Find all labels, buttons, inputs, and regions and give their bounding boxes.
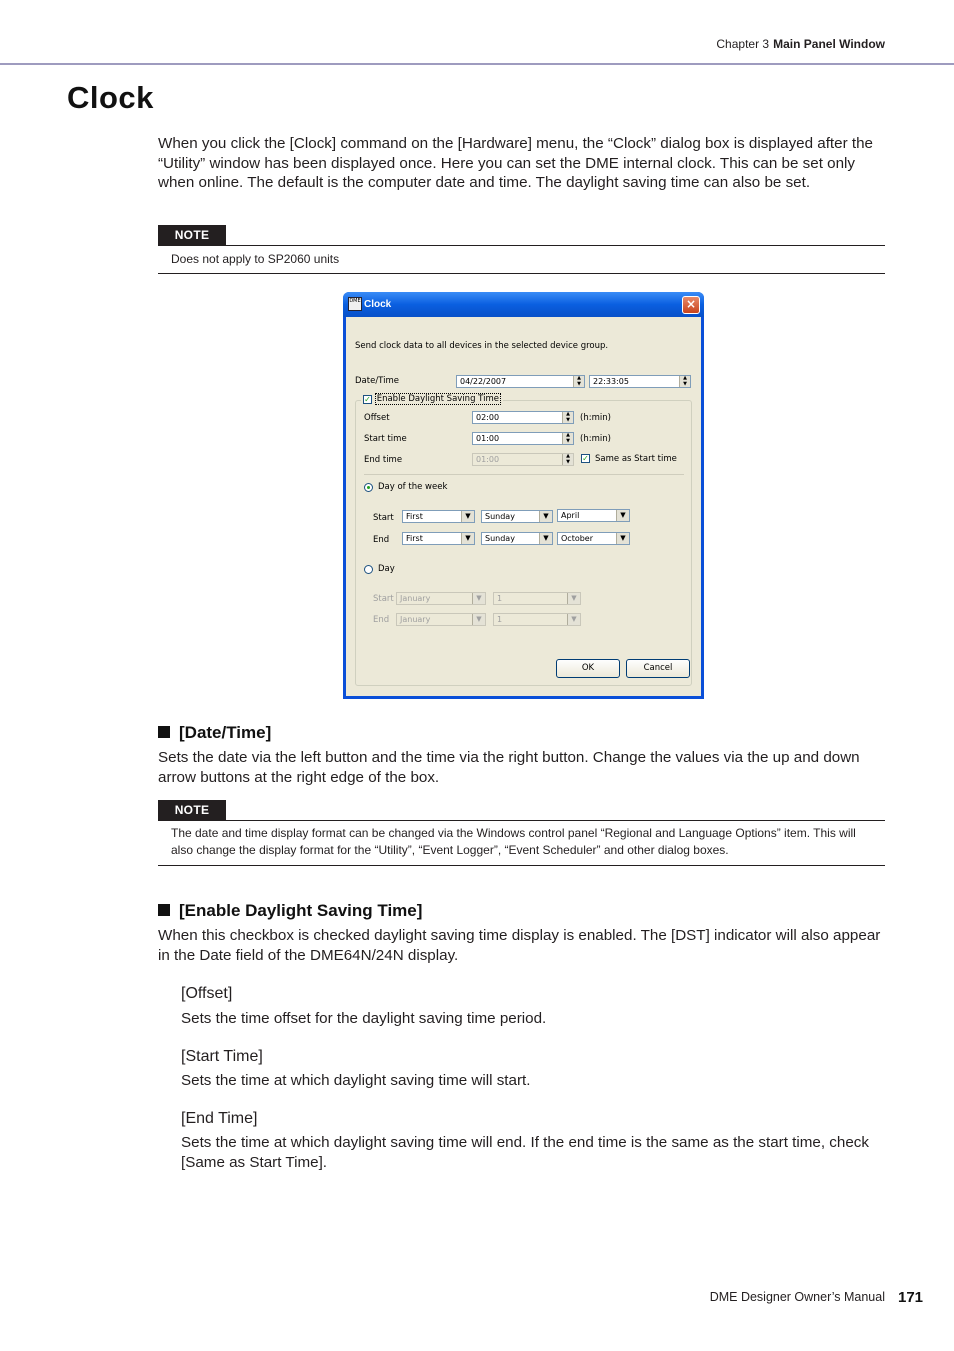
end-time-field (472, 453, 574, 466)
page-title: Clock (67, 80, 154, 115)
day-end-label: End (373, 615, 390, 625)
offset-unit: (h:min) (580, 413, 611, 423)
section-bullet (158, 904, 170, 916)
day-start-day-select (493, 592, 581, 605)
end-month-select[interactable] (557, 532, 630, 545)
start-weekday-value: Sunday (485, 512, 515, 521)
end-time-spin-icon: ▲ ▼ (562, 454, 573, 465)
chevron-down-icon: ▼ (472, 614, 485, 625)
date-field[interactable] (456, 375, 585, 388)
offset-text: Sets the time offset for the daylight saving time period. (181, 1010, 547, 1027)
day-start-label: Start (373, 594, 394, 604)
chapter-header (716, 37, 885, 51)
dow-start-label: Start (373, 513, 394, 523)
start-weekday-select[interactable] (481, 510, 553, 523)
start-time-value: 01:00 (476, 434, 500, 443)
enable-dst-label[interactable]: Enable Daylight Saving Time (376, 394, 499, 404)
date-value: 04/22/2007 (460, 377, 507, 386)
dialog-message: Send clock data to all devices in the selected device group. (355, 341, 609, 351)
chevron-down-icon[interactable]: ▼ (539, 533, 552, 544)
chevron-down-icon: ▼ (472, 593, 485, 604)
cancel-button[interactable]: Cancel (626, 659, 690, 678)
dialog-body (346, 317, 701, 696)
chapter-number: Chapter 3 (716, 37, 770, 51)
dst-text: When this checkbox is checked daylight saving time display is enabled. The [DST] indicator will also appear in the Date field of the DME64N/24N display. (158, 927, 881, 964)
start-time-field[interactable] (472, 432, 574, 445)
day-start-day-value: 1 (497, 594, 503, 603)
close-icon[interactable]: × (682, 296, 700, 314)
dow-end-label: End (373, 535, 390, 545)
manual-name: DME Designer Owner’s Manual (709, 1290, 885, 1304)
start-month-select[interactable] (557, 509, 630, 522)
end-month-value: October (561, 534, 594, 543)
day-end-day-select (493, 613, 581, 626)
day-start-month-value: January (400, 594, 431, 603)
note-text: Does not apply to SP2060 units (171, 252, 340, 266)
header-rule (0, 63, 954, 65)
day-start-month-select (396, 592, 486, 605)
end-week-select[interactable] (402, 532, 475, 545)
dst-heading-text: [Enable Daylight Saving Time] (179, 901, 423, 920)
day-of-week-label: Day of the week (378, 482, 448, 492)
chevron-down-icon[interactable]: ▼ (616, 510, 629, 521)
chevron-down-icon[interactable]: ▼ (461, 511, 474, 522)
chapter-title: Main Panel Window (773, 37, 885, 51)
chevron-down-icon: ▼ (567, 614, 580, 625)
end-week-value: First (406, 534, 423, 543)
day-end-month-select (396, 613, 486, 626)
chevron-down-icon[interactable]: ▼ (616, 533, 629, 544)
start-week-select[interactable] (402, 510, 475, 523)
chevron-down-icon[interactable]: ▼ (539, 511, 552, 522)
date-spin-icon[interactable]: ▲ ▼ (573, 376, 584, 387)
date-time-text: Sets the date via the left button and the time via the right button. Change the values via the up and down arrow buttons at the right edge of the box. (158, 749, 860, 786)
end-weekday-select[interactable] (481, 532, 553, 545)
chevron-down-icon: ▼ (567, 593, 580, 604)
offset-value: 02:00 (476, 413, 500, 422)
date-time-heading (158, 723, 271, 743)
day-label: Day (378, 564, 395, 574)
enable-dst-checkbox[interactable]: ✓ (364, 395, 371, 404)
end-time-label: End time (364, 455, 403, 465)
day-end-day-value: 1 (497, 615, 503, 624)
start-week-value: First (406, 512, 423, 521)
same-as-start-label: Same as Start time (595, 454, 677, 464)
ok-button[interactable]: OK (556, 659, 620, 678)
time-field[interactable] (589, 375, 691, 388)
start-time-spin-icon[interactable]: ▲ ▼ (562, 433, 573, 444)
note-box (158, 820, 885, 866)
offset-label: Offset (364, 413, 390, 423)
time-value: 22:33:05 (593, 377, 629, 386)
offset-heading: [Offset] (181, 985, 233, 1002)
time-spin-icon[interactable]: ▲ ▼ (679, 376, 690, 387)
start-time-label: Start time (364, 434, 407, 444)
dialog-title: Clock (364, 299, 392, 310)
end-weekday-value: Sunday (485, 534, 515, 543)
section-bullet (158, 726, 170, 738)
offset-field[interactable] (472, 411, 574, 424)
date-time-heading-text: [Date/Time] (179, 723, 272, 742)
app-icon: DME (348, 297, 362, 311)
clock-dialog (343, 292, 704, 699)
end-time-value: 01:00 (476, 455, 500, 464)
end-time-heading: [End Time] (181, 1110, 258, 1127)
same-as-start-checkbox[interactable]: ✓ (582, 454, 589, 463)
dst-heading (158, 901, 422, 921)
start-time-heading: [Start Time] (181, 1048, 263, 1065)
note-text: The date and time display format can be changed via the Windows control panel “Regional and Language Options” item. This will also change the display format for the “Utility”, “Event Logger”, “Event Scheduler” and other dialog boxes. (171, 826, 856, 857)
dst-group-legend (361, 394, 503, 404)
day-of-week-radio[interactable] (364, 483, 373, 492)
note-badge: NOTE (158, 800, 226, 820)
chevron-down-icon[interactable]: ▼ (461, 533, 474, 544)
date-time-label: Date/Time (355, 376, 399, 386)
note-box (158, 245, 885, 274)
offset-spin-icon[interactable]: ▲ ▼ (562, 412, 573, 423)
start-time-text: Sets the time at which daylight saving time will start. (181, 1072, 531, 1089)
end-time-text: Sets the time at which daylight saving time will end. If the end time is the same as the start time, check [Same as Start Time]. (181, 1134, 869, 1171)
page-number: 171 (898, 1289, 924, 1306)
note-badge: NOTE (158, 225, 226, 245)
day-end-month-value: January (400, 615, 431, 624)
day-radio[interactable] (364, 565, 373, 574)
dialog-titlebar (343, 292, 704, 317)
dst-separator (364, 474, 684, 475)
start-month-value: April (561, 511, 580, 520)
start-time-unit: (h:min) (580, 434, 611, 444)
intro-paragraph: When you click the [Clock] command on the [Hardware] menu, the “Clock” dialog box is displayed after the “Utility” window has been displayed once. Here you can set the DME internal clock. This can be set only when online. The default is the computer date and time. The daylight saving time can also be set. (158, 135, 873, 191)
